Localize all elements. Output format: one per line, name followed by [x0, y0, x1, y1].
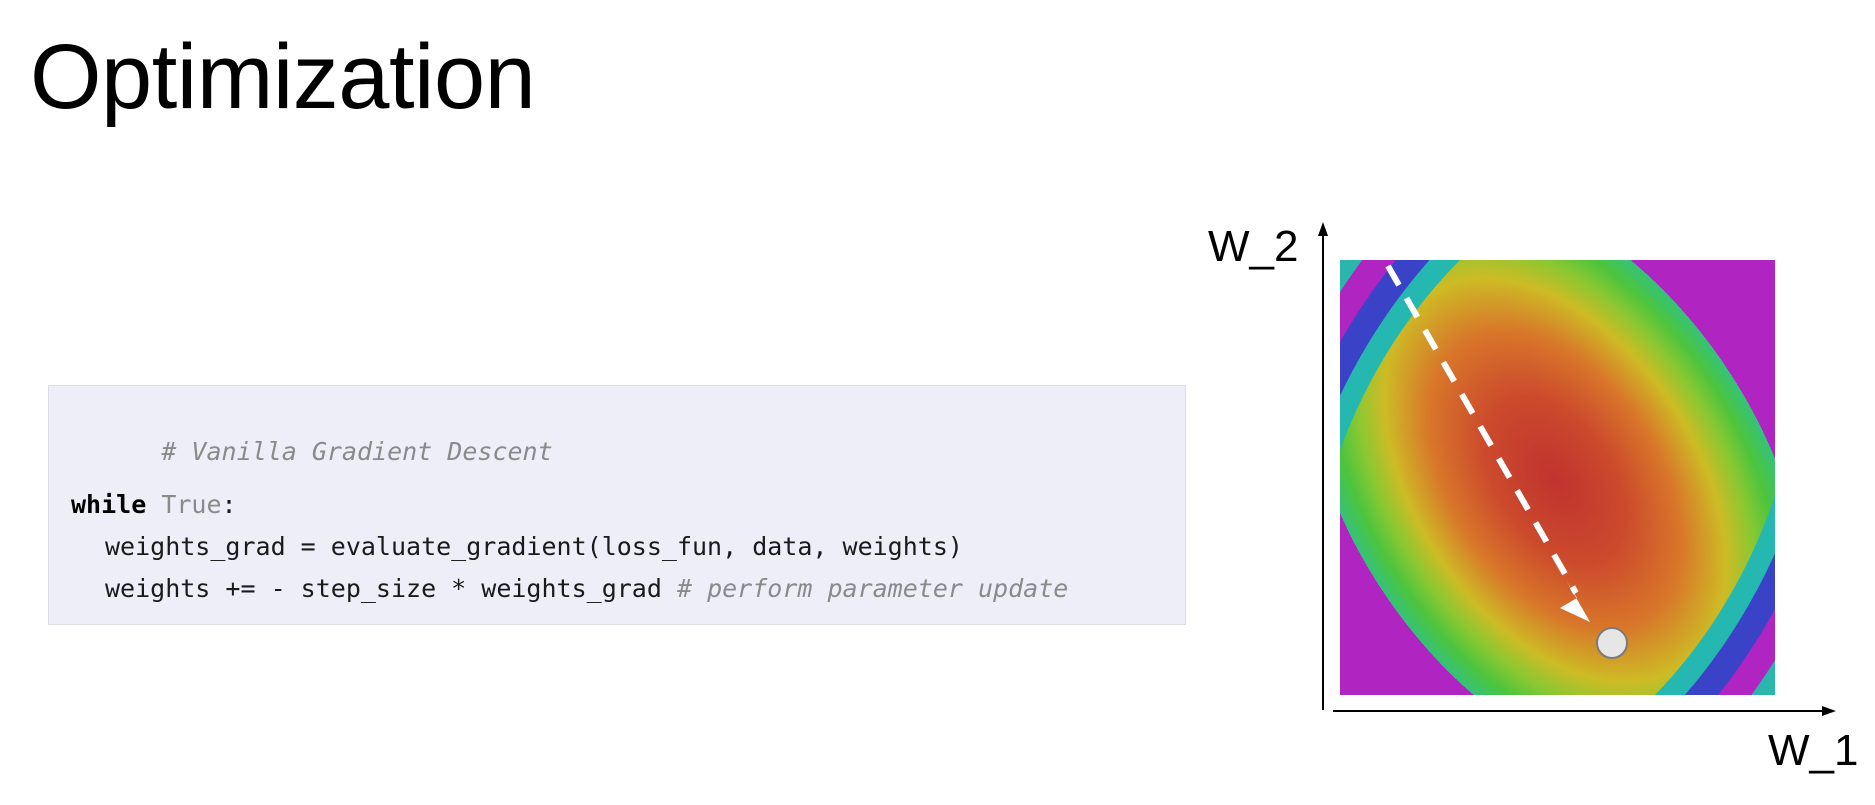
loop-colon: : [221, 490, 237, 519]
code-comment: # Vanilla Gradient Descent [161, 437, 553, 466]
while-keyword: while [71, 490, 147, 519]
y-axis-label: W_2 [1208, 222, 1299, 271]
true-constant: True [161, 490, 222, 519]
slide-title: Optimization [30, 26, 536, 128]
x-axis-arrowhead-icon [1822, 706, 1836, 716]
grad-statement: weights_grad = evaluate_gradient(loss_fun, data, weights) [105, 532, 963, 561]
y-axis-arrowhead-icon [1318, 222, 1328, 236]
current-weights-point [1597, 628, 1627, 658]
update-comment: # perform parameter update [676, 574, 1069, 603]
x-axis-label: W_1 [1768, 726, 1859, 775]
loss-heatmap [1095, 0, 1875, 805]
update-statement: weights += - step_size * weights_grad [105, 574, 662, 603]
